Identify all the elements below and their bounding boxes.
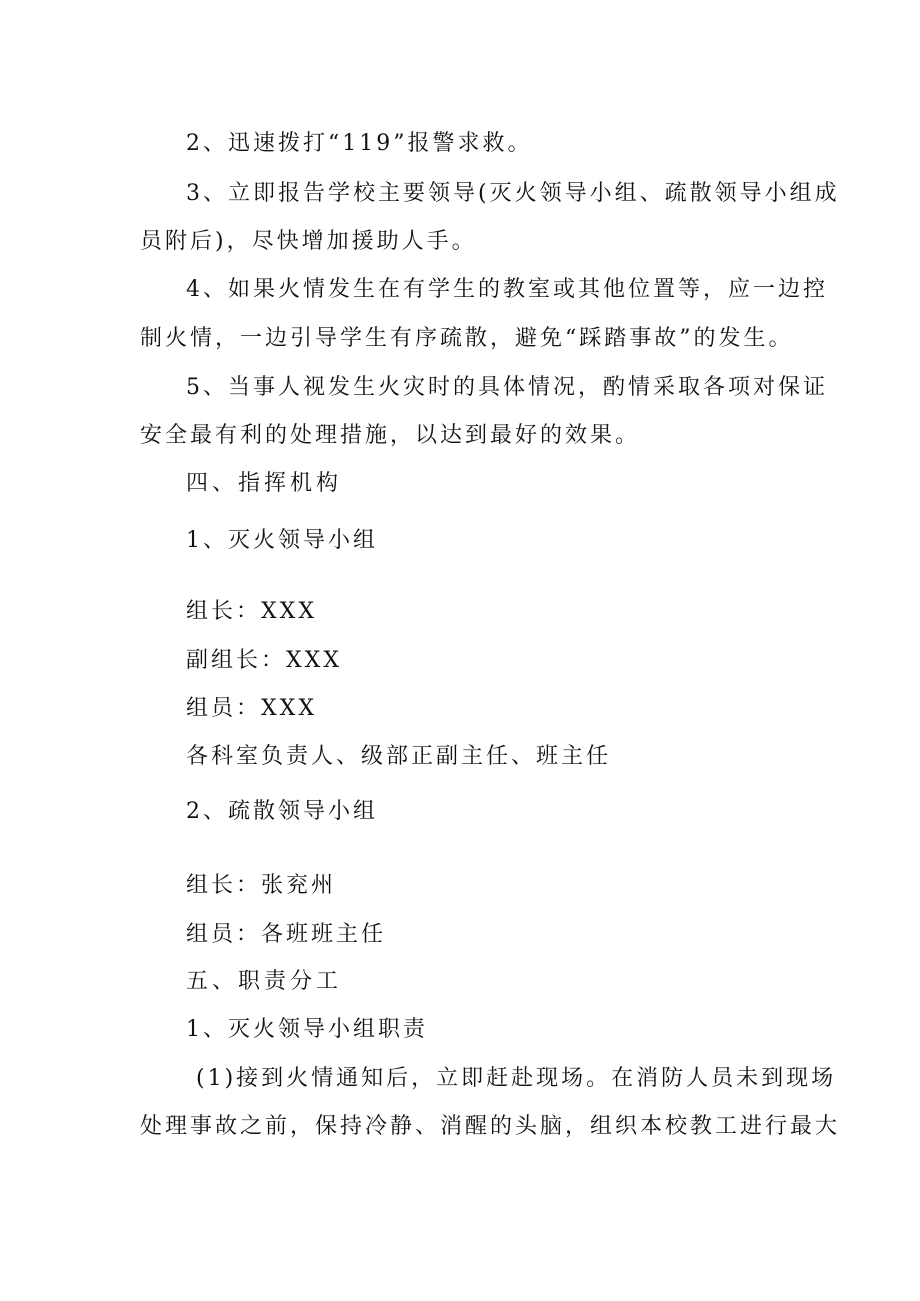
paragraph-step-3-line-1: 3、立即报告学校主要领导(灭火领导小组、疏散领导小组成 (186, 181, 840, 206)
section-heading-duties: 五、职责分工 (186, 969, 343, 994)
fire-group-leader: 组长：XXX (186, 599, 317, 624)
subheading-evacuation-group: 2、疏散领导小组 (186, 799, 378, 824)
paragraph-step-3-line-2: 员附后)，尽快增加援助人手。 (140, 229, 477, 254)
section-heading-command: 四、指挥机构 (186, 471, 343, 496)
subheading-fire-group-duties: 1、灭火领导小组职责 (186, 1017, 428, 1042)
paragraph-step-4-line-2: 制火情，一边引导学生有序疏散，避免“踩踏事故”的发生。 (140, 326, 794, 351)
fire-group-departments: 各科室负责人、级部正副主任、班主任 (186, 744, 612, 769)
paragraph-step-2: 2、迅速拨打“119”报警求救。 (186, 131, 533, 156)
duty-paragraph-line-2: 处理事故之前，保持冷静、消醒的头脑，组织本校教工进行最大 (140, 1114, 841, 1139)
duty-paragraph-line-1: (1)接到火情通知后，立即赶赴现场。在消防人员未到现场 (196, 1066, 837, 1091)
paragraph-step-5-line-2: 安全最有利的处理措施，以达到最好的效果。 (140, 423, 641, 448)
paragraph-step-4-line-1: 4、如果火情发生在有学生的教室或其他位置等，应一边控 (186, 277, 828, 302)
fire-group-members: 组员：XXX (186, 696, 317, 721)
evacuation-group-leader: 组长：张兖州 (186, 873, 337, 898)
subheading-fire-group: 1、灭火领导小组 (186, 528, 378, 553)
evacuation-group-members: 组员：各班班主任 (186, 922, 387, 947)
fire-group-deputy-leader: 副组长：XXX (186, 648, 342, 673)
paragraph-step-5-line-1: 5、当事人视发生火灾时的具体情况，酌情采取各项对保证 (186, 375, 828, 400)
